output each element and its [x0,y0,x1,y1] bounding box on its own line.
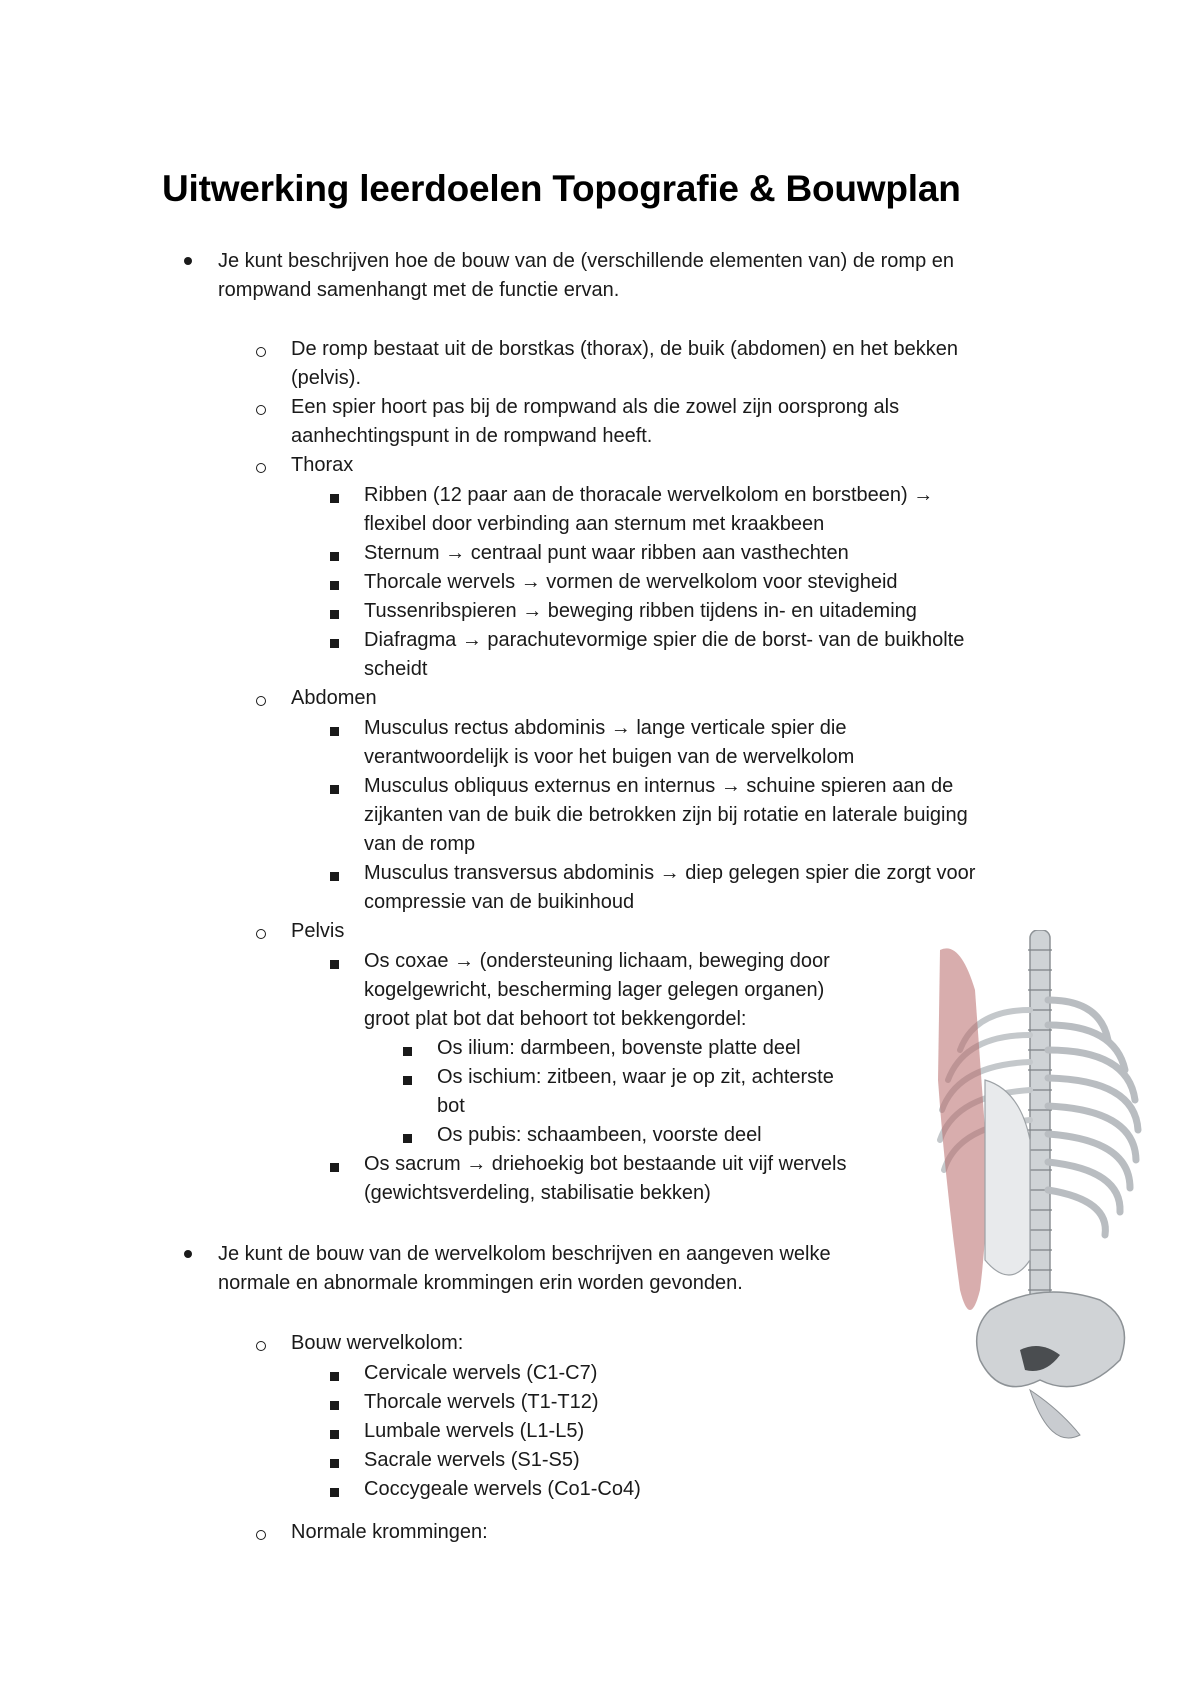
square-marker [330,1401,339,1410]
list-item-continuation: scheidt [364,658,428,680]
list-item-continuation: aanhechtingspunt in de rompwand heeft. [291,425,653,447]
square-marker [403,1134,412,1143]
list-item: Diafragma → parachutevormige spier die de borst- van de buikholte [364,629,965,651]
square-marker [330,1430,339,1439]
square-marker [330,610,339,619]
list-item: Een spier hoort pas bij de rompwand als die zowel zijn oorsprong als [291,396,900,418]
square-marker [330,1163,339,1172]
list-item: Bouw wervelkolom: [291,1332,464,1354]
list-item: Abdomen [291,687,377,709]
square-marker [403,1047,412,1056]
list-item: Os pubis: schaambeen, voorste deel [437,1124,762,1146]
list-item-continuation: kogelgewricht, bescherming lager gelegen organen) [364,979,825,1001]
list-item: Os ischium: zitbeen, waar je op zit, achterste [437,1066,834,1088]
list-item-continuation: zijkanten van de buik die betrokken zijn bij rotatie en laterale buiging [364,804,968,826]
square-marker [330,872,339,881]
circle-marker [256,405,266,415]
list-item: Je kunt de bouw van de wervelkolom beschrijven en aangeven welke [218,1243,831,1265]
square-marker [330,785,339,794]
square-marker [330,960,339,969]
circle-marker [256,1530,266,1540]
circle-marker [256,347,266,357]
square-marker [330,639,339,648]
circle-marker [256,696,266,706]
square-marker [330,552,339,561]
list-item-continuation: normale en abnormale krommingen erin worden gevonden. [218,1272,743,1294]
ribs-shape [1048,1000,1138,1235]
pelvis-shape [977,1292,1125,1387]
square-marker [330,1459,339,1468]
square-marker [330,727,339,736]
list-item-continuation: van de romp [364,833,476,855]
list-item: Musculus transversus abdominis → diep gelegen spier die zorgt voor [364,862,976,884]
list-item: Musculus rectus abdominis → lange verticale spier die [364,717,847,739]
page-title: Uitwerking leerdoelen Topografie & Bouwplan [162,168,961,209]
circle-marker [256,463,266,473]
bullet-marker [184,1250,192,1258]
list-item: Ribben (12 paar aan de thoracale wervelkolom en borstbeen) → [364,484,934,506]
muscle-shape [938,948,987,1310]
circle-marker [256,929,266,939]
spine-shape [1030,930,1050,1350]
list-item-continuation: rompwand samenhangt met de functie ervan. [218,279,620,301]
list-item: Thorax [291,454,354,476]
list-item-continuation: verantwoordelijk is voor het buigen van de wervelkolom [364,746,855,768]
rib-cage-illustration [930,930,1145,1450]
bullet-marker [184,257,192,265]
square-marker [330,1488,339,1497]
list-item: Pelvis [291,920,345,942]
list-item: Coccygeale wervels (Co1-Co4) [364,1478,641,1500]
square-marker [403,1076,412,1085]
circle-marker [256,1341,266,1351]
list-item: De romp bestaat uit de borstkas (thorax), de buik (abdomen) en het bekken [291,338,959,360]
list-item: Tussenribspieren → beweging ribben tijdens in- en uitademing [364,600,917,622]
list-item: Sacrale wervels (S1-S5) [364,1449,580,1471]
list-item-continuation: (gewichtsverdeling, stabilisatie bekken) [364,1182,711,1204]
list-item: Os ilium: darmbeen, bovenste platte deel [437,1037,801,1059]
list-item: Thorcale wervels → vormen de wervelkolom voor stevigheid [364,571,898,593]
list-item-continuation: flexibel door verbinding aan sternum met kraakbeen [364,513,825,535]
list-item: Lumbale wervels (L1-L5) [364,1420,585,1442]
list-item: Normale krommingen: [291,1521,488,1543]
list-item: Os coxae → (ondersteuning lichaam, beweging door [364,950,830,972]
list-item: Musculus obliquus externus en internus → schuine spieren aan de [364,775,954,797]
list-item-continuation: bot [437,1095,465,1117]
list-item: Sternum → centraal punt waar ribben aan vasthechten [364,542,849,564]
list-item-continuation: groot plat bot dat behoort tot bekkengordel: [364,1008,747,1030]
list-item: Cervicale wervels (C1-C7) [364,1362,598,1384]
square-marker [330,494,339,503]
list-item: Je kunt beschrijven hoe de bouw van de (verschillende elementen van) de romp en [218,250,954,272]
list-item-continuation: compressie van de buikinhoud [364,891,635,913]
square-marker [330,581,339,590]
list-item-continuation: (pelvis). [291,367,362,389]
list-item: Thorcale wervels (T1-T12) [364,1391,599,1413]
list-item: Os sacrum → driehoekig bot bestaande uit vijf wervels [364,1153,847,1175]
square-marker [330,1372,339,1381]
